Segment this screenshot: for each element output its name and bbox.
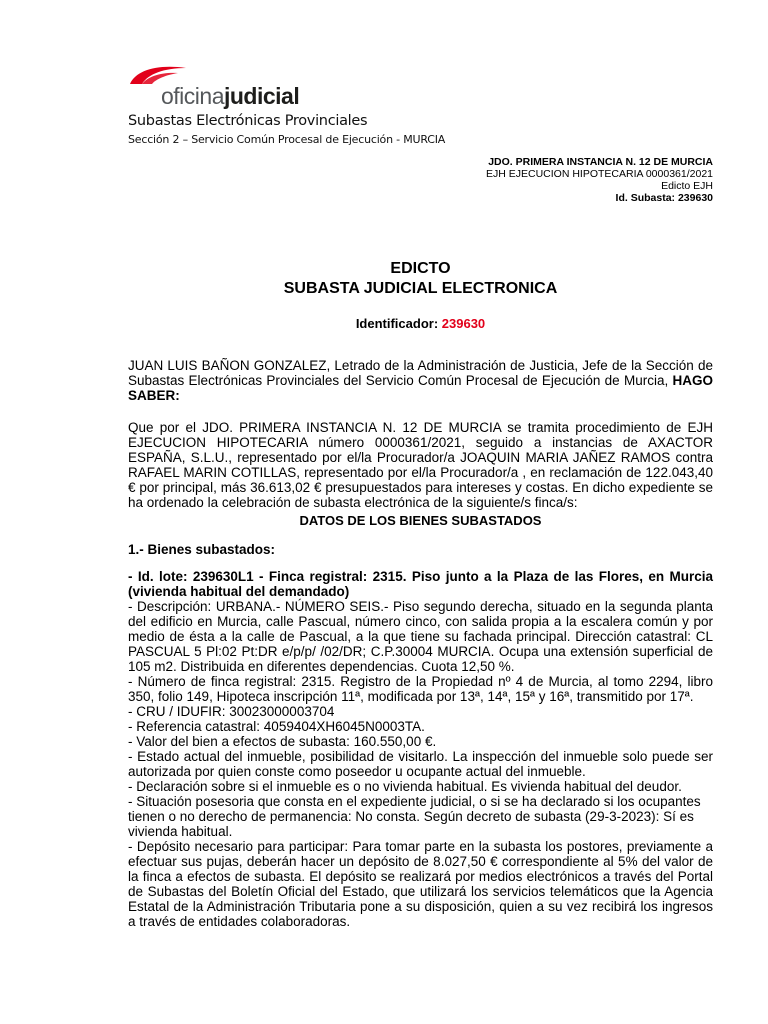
lot-cadastral-ref: - Referencia catastral: 4059404XH6045N0003TA. (128, 719, 425, 734)
identifier-line (128, 316, 713, 332)
court-reference-block (486, 156, 713, 204)
court-name: JDO. PRIMERA INSTANCIA N. 12 DE MURCIA (488, 156, 713, 168)
header-section: Sección 2 – Servicio Común Procesal de Ejecución - MURCIA (128, 133, 446, 146)
document-title: EDICTO (390, 260, 451, 277)
logo-text-bold: judicial (223, 83, 300, 109)
lot-possession: - Situación posesoria que consta en el expediente judicial, o si se ha declarado si los ocupantes tienen o no derecho de permanencia: No consta. Según decreto de subasta (29-3-2023): Sí es vivienda habitual. (128, 794, 701, 839)
lot-state: - Estado actual del inmueble, posibilidad de visitarlo. La inspección del inmueble solo puede ser autorizada por quien conste como poseedor u ocupante actual del inmueble. (128, 749, 713, 779)
procedure-number: EJH EJECUCION HIPOTECARIA 0000361/2021 (485, 168, 713, 180)
auction-id: Id. Subasta: 239630 (615, 192, 713, 204)
logo-wordmark (161, 83, 299, 109)
intro-bold: HAGO SABER: (128, 373, 713, 403)
identifier-value: 239630 (441, 316, 486, 331)
identifier-label: Identificador: (355, 316, 439, 331)
goods-heading: 1.- Bienes subastados: (128, 542, 276, 557)
lot-registry: - Número de finca registral: 2315. Registro de la Propiedad nº 4 de Murcia, al tomo 2294, libro 350, folio 149, Hipoteca inscripción 11ª, modificada por 13ª, 14ª, 15ª y 16ª, transmitido por 17ª. (128, 674, 713, 704)
header-subtitle: Subastas Electrónicas Provinciales (128, 113, 368, 129)
intro-text: JUAN LUIS BAÑON GONZALEZ, Letrado de la Administración de Justicia, Jefe de la Sección de Subastas Electrónicas Provinciales del Servicio Común Procesal de Ejecución de Murcia, (128, 358, 713, 388)
lot-details (128, 569, 713, 929)
edict-type: Edicto EJH (661, 180, 713, 192)
lot-value: - Valor del bien a efectos de subasta: 160.550,00 €. (128, 734, 437, 749)
lot-deposit: - Depósito necesario para participar: Para tomar parte en la subasta los postores, previamente a efectuar sus pujas, deberán hacer un depósito de 8.027,50 € correspondiente al 5% del valor de la finca a efectos de subasta. El depósito se realizará por medios electrónicos a través del Portal de Subastas del Boletín Oficial del Estado, que utilizará los servicios telemáticos que la Agencia Estatal de la Administración Tributaria pone a su disposición, quien a su vez recibirá los ingresos a través de entidades colaboradoras. (128, 839, 713, 929)
lot-description: - Descripción: URBANA.- NÚMERO SEIS.- Piso segundo derecha, situado en la segunda planta del edificio en Murcia, calle Pascual, número cinco, con salida propia a la escalera común y por medio de ésta a la calle de Pascual, a la que tiene su fachada principal. Dirección catastral: CL PASCUAL 5 Pl:02 Pt:DR e/p/p/ /02/DR; C.P.30004 MURCIA. Ocupa una extensión superficial de 105 m2. Distribuida en diferentes dependencias. Cuota 12,50 %. (128, 599, 713, 674)
section-heading: DATOS DE LOS BIENES SUBASTADOS (299, 513, 542, 528)
lot-heading: - Id. lote: 239630L1 - Finca registral: 2315. Piso junto a la Plaza de las Flores, en Murcia (vivienda habitual del demandado) (128, 569, 713, 599)
lot-habitual: - Declaración sobre si el inmueble es o no vivienda habitual. Es vivienda habitual del deudor. (128, 779, 682, 794)
intro-paragraph (128, 358, 713, 403)
lot-cru: - CRU / IDUFIR: 30023000003704 (128, 704, 335, 719)
document-subtitle: SUBASTA JUDICIAL ELECTRONICA (283, 280, 558, 297)
body-paragraph: Que por el JDO. PRIMERA INSTANCIA N. 12 DE MURCIA se tramita procedimiento de EJH EJECUCION HIPOTECARIA número 0000361/2021, seguido a instancias de AXACTOR ESPAÑA, S.L.U., representado por el/la Procurador/a JOAQUIN MARIA JAÑEZ RAMOS contra RAFAEL MARIN COTILLAS, representado por el/la Procurador/a , en reclamación de 122.043,40 € por principal, más 36.613,02 € presupuestados para intereses y costas. En dicho expediente se ha ordenado la celebración de subasta electrónica de la siguiente/s finca/s: (128, 420, 713, 510)
logo-text-light: oficina (161, 83, 224, 109)
oficina-judicial-logo (128, 64, 318, 110)
